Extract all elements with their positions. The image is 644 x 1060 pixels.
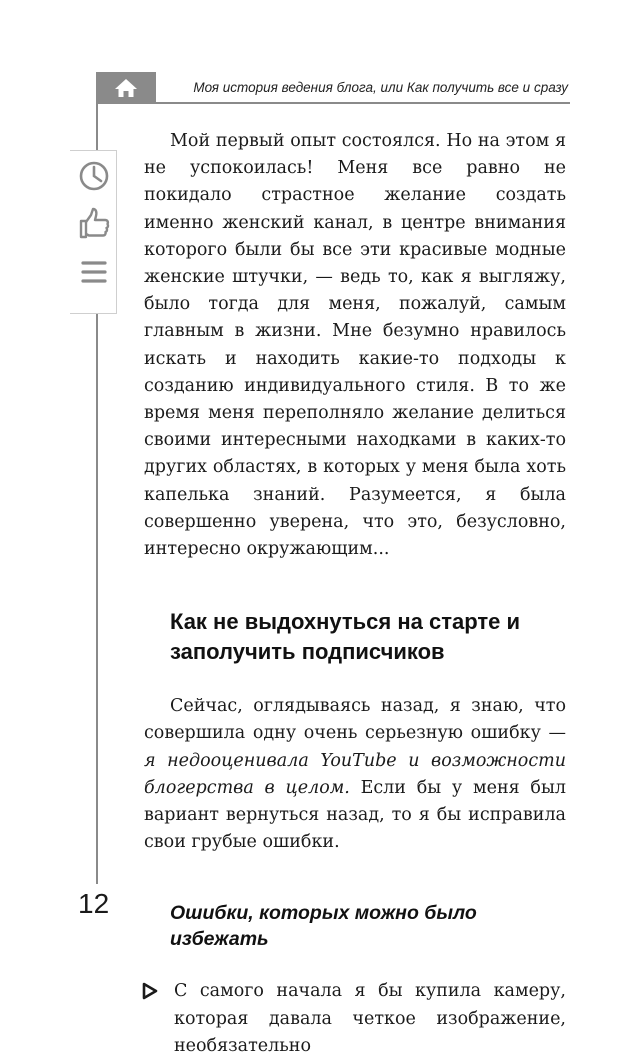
- thumbs-up-icon[interactable]: [76, 206, 112, 242]
- list-item-text: С самого начала я бы купила камеру, которая давала четкое изображение, необязательно: [174, 981, 566, 1056]
- triangle-bullet-icon: [141, 982, 159, 1000]
- header-divider: [156, 102, 570, 104]
- running-header-title: Моя история ведения блога, или Как получить все и сразу: [193, 80, 568, 95]
- page-number: 12: [78, 888, 110, 919]
- menu-icon[interactable]: [76, 254, 112, 290]
- paragraph-text: Если бы у меня был вариант вернуться назад, то я бы исправила свои грубые ошибки.: [144, 777, 567, 853]
- section-heading: Как не выдохнуться на старте и заполучить подписчиков: [170, 609, 521, 665]
- body-paragraph: Мой первый опыт состоялся. Но на этом я не успокоилась! Меня все равно не покидало страстное желание создать именно женский канал, в центре внимания которого были бы все эти красивые модные женские штучки, — ведь то, как я выгляжу, было тогда для меня, пожалуй, самым главным в жизни. Мне безумно нравилось искать и находить какие-то подходы к созданию индивидуального стиля. В то же время меня переполняло желание делиться своими интересными находками в каких-то других областях, в которых у меня была хоть капелька знаний. Разумеется, я была совершенно уверена, что это, безусловно, интересно окружающим...: [144, 131, 566, 560]
- body-paragraph: [144, 693, 566, 856]
- subsection-heading: Ошибки, которых можно было избежать: [170, 902, 477, 951]
- list-item: [144, 978, 566, 1060]
- paragraph-text: Сейчас, оглядываясь назад, я знаю, что совершила одну очень серьезную ошибку —: [144, 696, 566, 744]
- home-icon: [114, 78, 138, 98]
- clock-icon[interactable]: [76, 158, 112, 194]
- emphasis-text: я недооценивала YouTube и возможности блогерства в целом.: [144, 750, 566, 798]
- home-button[interactable]: [96, 72, 156, 104]
- page-content: [144, 128, 566, 1060]
